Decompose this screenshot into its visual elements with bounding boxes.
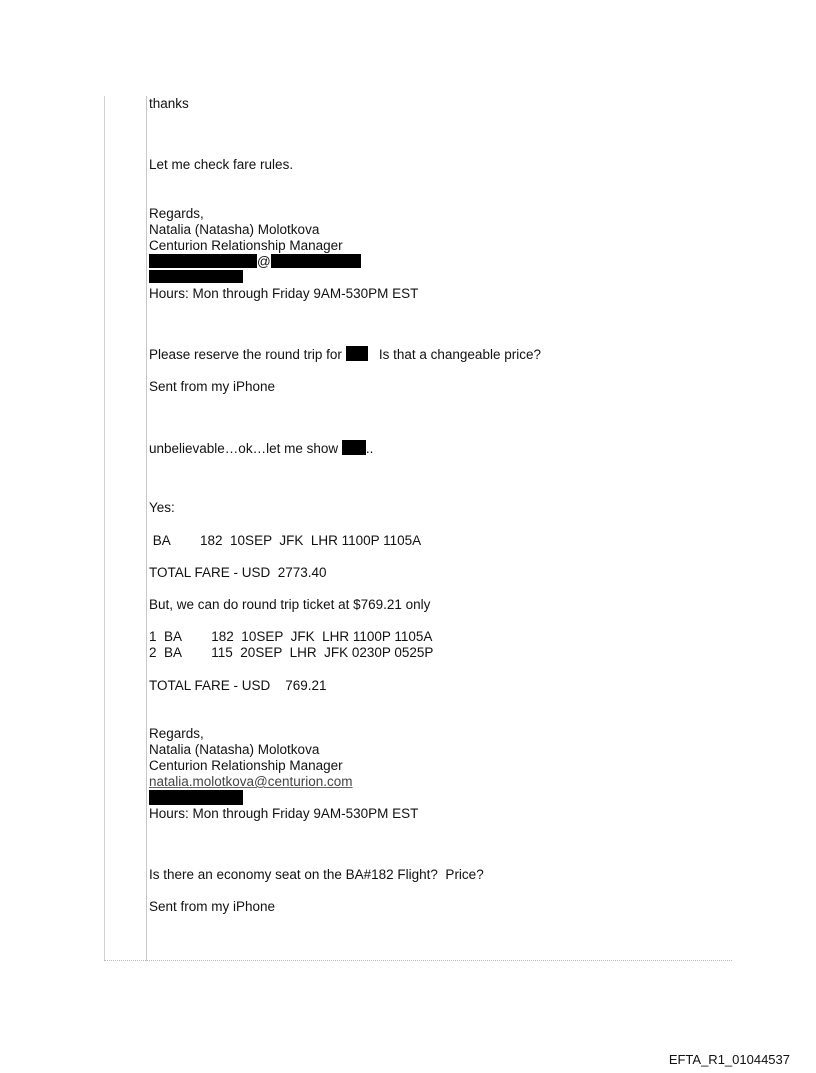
message-check-fare-rules: Let me check fare rules. — [149, 157, 294, 172]
message-text: unbelievable…ok…let me show — [149, 441, 342, 456]
redaction-box — [346, 346, 368, 361]
bates-number: EFTA_R1_01044537 — [668, 1052, 790, 1067]
message-yes: Yes: — [149, 500, 175, 515]
signature-name: Natalia (Natasha) Molotkova — [149, 222, 320, 237]
message-reserve-request — [149, 346, 541, 363]
message-text: Please reserve the round trip for — [149, 347, 346, 362]
signature-title: Centurion Relationship Manager — [149, 758, 343, 773]
email-at-sign: @ — [257, 254, 271, 269]
signature-email-link[interactable]: natalia.molotkova@centurion.com — [149, 774, 353, 789]
quote-border-outer — [104, 96, 105, 961]
redaction-box — [271, 254, 361, 268]
total-fare-oneway: TOTAL FARE - USD 2773.40 — [149, 565, 327, 580]
quote-border-inner — [146, 96, 147, 961]
signature-hours: Hours: Mon through Friday 9AM-530PM EST — [149, 286, 419, 301]
flight-itinerary-line: BA 182 10SEP JFK LHR 1100P 1105A — [149, 533, 422, 548]
sent-from-iphone: Sent from my iPhone — [149, 379, 276, 394]
signature-regards: Regards, — [149, 206, 204, 221]
flight-segment-1: 1 BA 182 10SEP JFK LHR 1100P 1105A — [149, 629, 433, 644]
message-thanks: thanks — [149, 96, 189, 111]
roundtrip-offer: But, we can do round trip ticket at $769.21 only — [149, 597, 431, 612]
redaction-box — [149, 790, 243, 805]
message-text: .. — [365, 441, 374, 456]
signature-email-redacted — [149, 254, 361, 270]
message-economy-seat: Is there an economy seat on the BA#182 Flight? Price? — [149, 867, 484, 882]
message-text: Is that a changeable price? — [367, 347, 541, 362]
redaction-box — [342, 440, 366, 455]
signature-regards: Regards, — [149, 726, 204, 741]
total-fare-roundtrip: TOTAL FARE - USD 769.21 — [149, 678, 327, 693]
message-unbelievable — [149, 440, 373, 457]
redaction-box — [149, 254, 257, 268]
flight-segment-2: 2 BA 115 20SEP LHR JFK 0230P 0525P — [149, 645, 434, 660]
signature-hours: Hours: Mon through Friday 9AM-530PM EST — [149, 806, 419, 821]
sent-from-iphone: Sent from my iPhone — [149, 899, 276, 914]
signature-name: Natalia (Natasha) Molotkova — [149, 742, 320, 757]
redaction-box — [149, 270, 243, 283]
message-bottom-divider — [104, 960, 732, 961]
signature-title: Centurion Relationship Manager — [149, 238, 343, 253]
